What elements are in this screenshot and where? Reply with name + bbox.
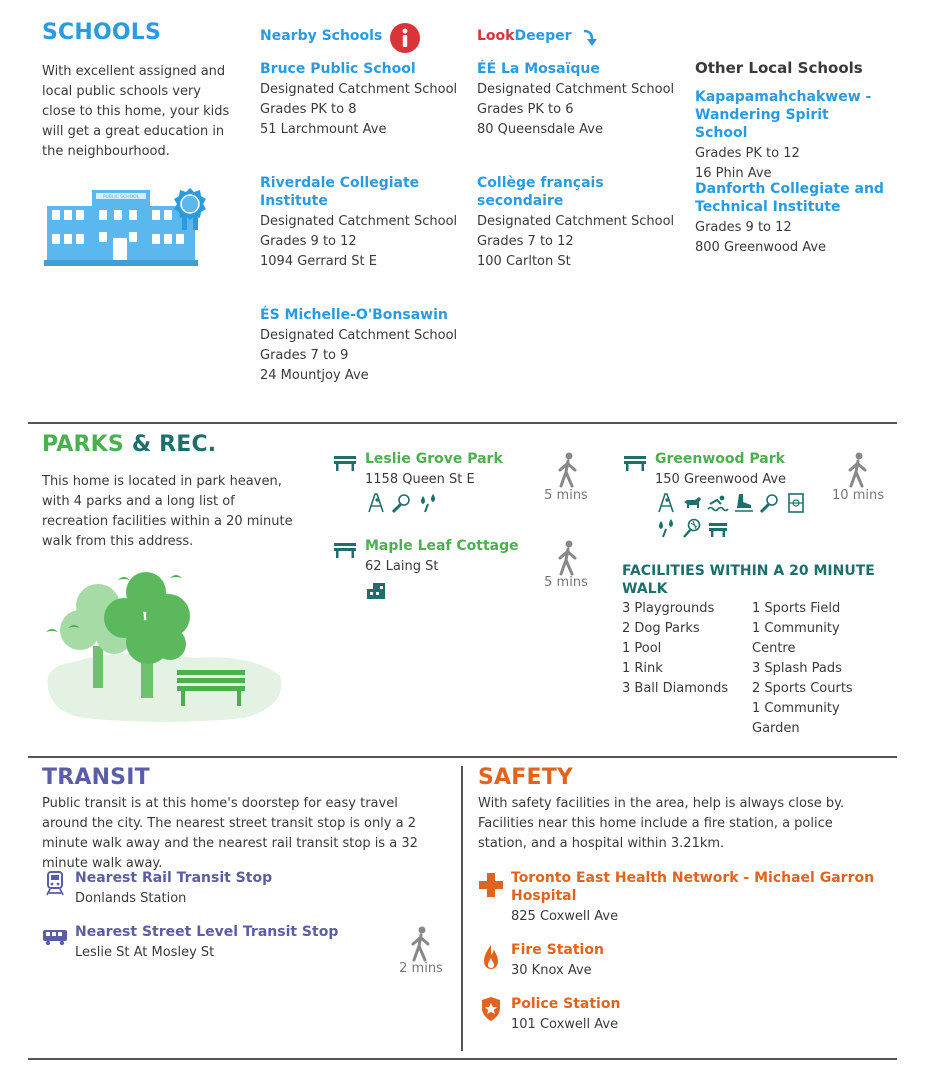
parks-title-rec: REC. (159, 432, 217, 457)
school-entry-bruce (260, 60, 460, 140)
section-divider (28, 1058, 897, 1060)
transit-title: TRANSIT (42, 765, 150, 790)
school-grades: Grades 7 to 9 (260, 348, 349, 363)
walking-person-icon (409, 926, 433, 962)
community-garden-bench-icon (707, 517, 729, 539)
facilities-list-left (622, 599, 747, 699)
facility-item: 1 Pool (622, 641, 662, 656)
facility-item: 3 Splash Pads (752, 661, 842, 676)
playground-slide-icon (655, 492, 677, 514)
facilities-list-right (752, 599, 862, 739)
facility-item: 2 Dog Parks (622, 621, 700, 636)
fire-icon (482, 944, 500, 970)
sports-field-icon (785, 492, 807, 514)
school-address: 100 Carlton St (477, 254, 571, 269)
school-name-link[interactable]: ÉÉ La Mosaïque (477, 61, 600, 77)
park-amenity-icons (365, 579, 535, 601)
police-badge-icon (480, 996, 502, 1022)
walking-person-icon (846, 452, 870, 488)
school-address: 80 Queensdale Ave (477, 122, 603, 137)
school-grades: Grades 9 to 12 (695, 220, 792, 235)
section-divider (28, 422, 897, 424)
school-name-link[interactable]: Danforth Collegiate and Technical Institute (695, 181, 884, 215)
school-entry-riverdale (260, 174, 460, 272)
park-address: 150 Greenwood Ave (655, 472, 787, 487)
transit-description: Public transit is at this home's doorstep for easy travel around the city. The nearest street transit stop is only a 2 minute walk away and the nearest rail transit stop is a 32 minute walk away. (42, 796, 418, 871)
school-grades: Grades 7 to 12 (477, 234, 574, 249)
lookdeeper-look: Look (477, 28, 515, 44)
police-station-address: 101 Coxwell Ave (511, 1017, 619, 1032)
school-catchment: Designated Catchment School (260, 214, 458, 229)
facility-item: 2 Sports Courts (752, 681, 853, 696)
walk-time: 5 mins (544, 575, 588, 590)
facility-item: 1 Sports Field (752, 601, 841, 616)
facility-item: 3 Ball Diamonds (622, 681, 729, 696)
school-address: 16 Phin Ave (695, 166, 772, 181)
ball-diamond-icon (391, 492, 413, 514)
parks-title (42, 432, 216, 457)
school-address: 800 Greenwood Ave (695, 240, 827, 255)
school-sign-text: PUBLIC SCHOOL (102, 195, 140, 200)
splash-pad-icon (417, 492, 439, 514)
street-transit-heading[interactable]: Nearest Street Level Transit Stop (75, 924, 339, 940)
park-address: 1158 Queen St E (365, 472, 475, 487)
park-entry-leslie-grove (365, 450, 535, 514)
school-name-link[interactable]: Riverdale Collegiate Institute (260, 175, 420, 209)
school-entry-mosaique (477, 60, 677, 140)
school-catchment: Designated Catchment School (260, 82, 458, 97)
pool-icon (707, 492, 729, 514)
school-building-illustration (44, 182, 210, 268)
street-transit-entry (75, 923, 395, 963)
park-entry-greenwood (655, 450, 835, 539)
playground-slide-icon (365, 492, 387, 514)
facility-item: 3 Playgrounds (622, 601, 715, 616)
walk-time: 5 mins (544, 488, 588, 503)
bench-icon (333, 454, 357, 472)
rail-transit-entry (75, 869, 395, 909)
rail-transit-heading[interactable]: Nearest Rail Transit Stop (75, 870, 273, 886)
safety-description: With safety facilities in the area, help is always close by. Facilities near this home include a fire station, a police station, and a hospital within 3.21km. (478, 796, 845, 851)
school-address: 51 Larchmount Ave (260, 122, 387, 137)
parks-title-parks: PARKS (42, 432, 124, 457)
walking-person-icon (556, 540, 580, 576)
facility-item: 1 Rink (622, 661, 663, 676)
schools-title: SCHOOLS (42, 20, 162, 45)
section-divider (28, 756, 897, 758)
park-entry-maple-leaf (365, 537, 535, 601)
other-schools-heading: Other Local Schools (695, 59, 863, 77)
school-name-link[interactable]: Collège français secondaire (477, 175, 604, 209)
school-entry-kapapamahchakwew (695, 88, 885, 184)
splash-pad-icon (655, 517, 677, 539)
info-icon[interactable] (389, 22, 421, 54)
schools-description: With excellent assigned and local public schools very close to this home, your kids will get a great education in the neighbourhood. (42, 64, 230, 159)
sports-court-icon (681, 517, 703, 539)
bench-icon (623, 454, 647, 472)
fire-station-entry (511, 941, 881, 981)
walking-person-icon (556, 452, 580, 488)
park-name-link[interactable]: Greenwood Park (655, 451, 785, 467)
arrow-down-icon (580, 29, 598, 47)
school-name-link[interactable]: ÉS Michelle-O'Bonsawin (260, 307, 448, 323)
ball-diamond-icon (759, 492, 781, 514)
school-entry-college (477, 174, 675, 272)
police-station-entry (511, 995, 881, 1035)
park-amenity-icons (365, 492, 535, 514)
bench-icon (333, 541, 357, 559)
hospital-cross-icon (478, 872, 504, 898)
facility-item: 1 Community Centre (752, 621, 840, 656)
community-centre-icon (365, 579, 387, 601)
facilities-heading: FACILITIES WITHIN A 20 MINUTE WALK (622, 563, 875, 597)
school-grades: Grades PK to 12 (695, 146, 800, 161)
hospital-address: 825 Coxwell Ave (511, 909, 619, 924)
park-address: 62 Laing St (365, 559, 439, 574)
lookdeeper-heading[interactable] (477, 28, 572, 44)
skating-rink-icon (733, 492, 755, 514)
nearby-schools-heading: Nearby Schools (260, 28, 383, 44)
hospital-name[interactable]: Toronto East Health Network - Michael Garron Hospital (511, 870, 875, 904)
lookdeeper-deeper: Deeper (514, 28, 572, 44)
school-address: 1094 Gerrard St E (260, 254, 377, 269)
school-name-link[interactable]: Kapapamahchakwew - Wandering Spirit School (695, 89, 872, 141)
walk-time: 2 mins (399, 961, 443, 976)
school-grades: Grades PK to 8 (260, 102, 357, 117)
school-grades: Grades 9 to 12 (260, 234, 357, 249)
park-amenity-icons (655, 492, 825, 539)
street-transit-stop: Leslie St At Mosley St (75, 945, 215, 960)
school-name-link[interactable]: Bruce Public School (260, 61, 416, 77)
bus-icon (42, 928, 68, 946)
school-catchment: Designated Catchment School (477, 214, 675, 229)
rail-transit-stop: Donlands Station (75, 891, 187, 906)
dog-park-icon (681, 492, 703, 514)
school-catchment: Designated Catchment School (477, 82, 675, 97)
park-name-link[interactable]: Leslie Grove Park (365, 451, 503, 467)
train-icon (45, 870, 65, 896)
parks-description: This home is located in park heaven, with 4 parks and a long list of recreation facilities within a 20 minute walk from this address. (42, 474, 293, 549)
police-station-name[interactable]: Police Station (511, 996, 621, 1012)
column-divider (461, 766, 463, 1051)
walk-time: 10 mins (832, 488, 884, 503)
park-illustration (44, 566, 286, 724)
school-grades: Grades PK to 6 (477, 102, 574, 117)
school-address: 24 Mountjoy Ave (260, 368, 369, 383)
fire-station-name[interactable]: Fire Station (511, 942, 604, 958)
park-name-link[interactable]: Maple Leaf Cottage (365, 538, 519, 554)
parks-title-amp: & (131, 432, 152, 457)
safety-title: SAFETY (478, 765, 574, 790)
hospital-entry (511, 869, 881, 927)
fire-station-address: 30 Knox Ave (511, 963, 592, 978)
school-entry-danforth (695, 180, 885, 258)
facility-item: 1 Community Garden (752, 701, 840, 736)
school-entry-michelle (260, 306, 460, 386)
school-catchment: Designated Catchment School (260, 328, 458, 343)
